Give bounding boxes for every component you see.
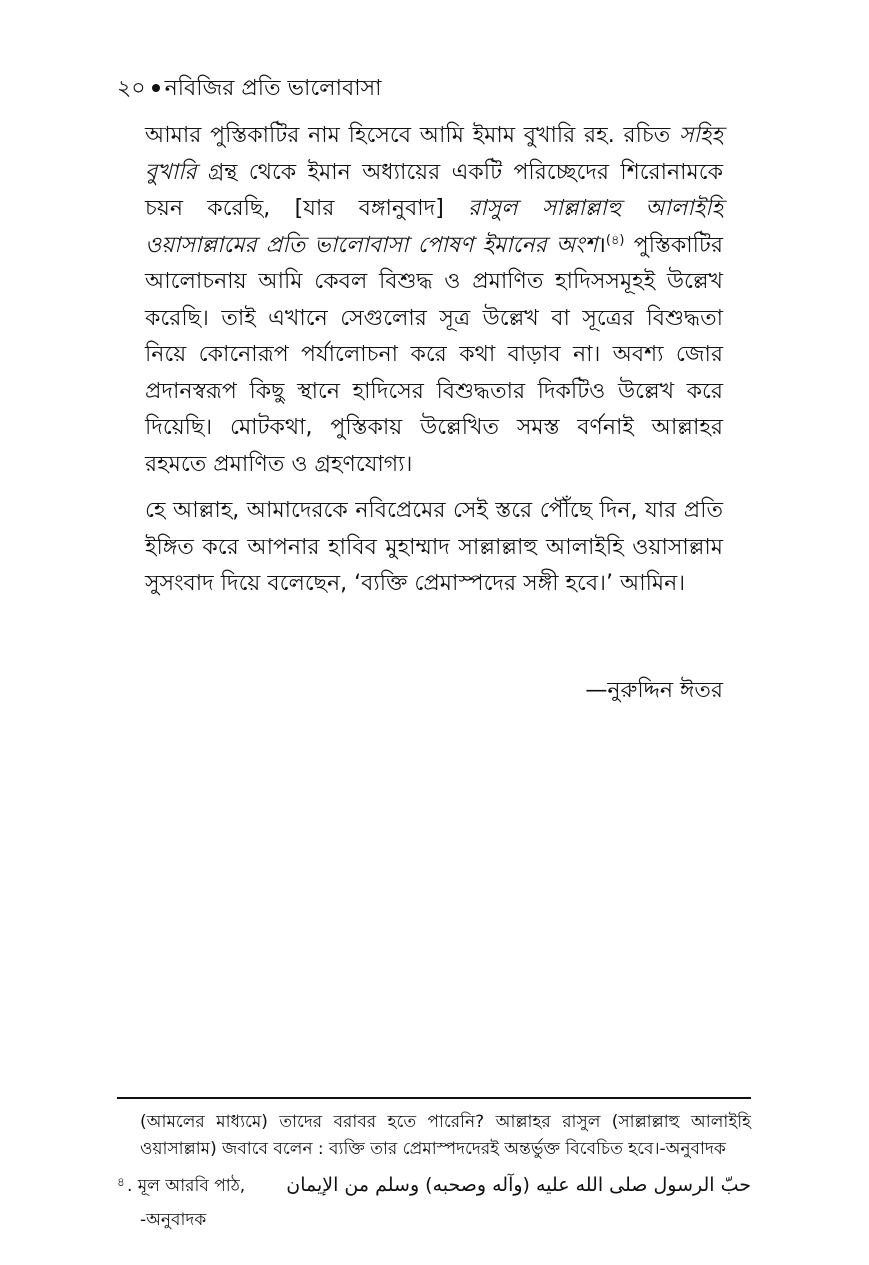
author-signature: —নুরুদ্দিন ঈতর (585, 678, 723, 703)
paragraph-2: হে আল্লাহ, আমাদেরকে নবিপ্রেমের সেই স্তরে পৌঁছে দিন, যার প্রতি ইঙ্গিত করে আপনার হাবিব মুহাম্মাদ সাল্লাল্লাহু আলাইহি ওয়াসাল্লাম সুসংবাদ দিয়ে বলেছেন, ‘ব্যক্তি প্রেমাস্পদের সঙ্গী হবে।’ আমিন। (145, 498, 723, 596)
running-header (117, 74, 382, 104)
footnote-continued: (আমলের মাধ্যমে) তাদের বরাবর হতে পারেনি? আল্লাহর রাসুল (সাল্লাল্লাহু আলাইহি ওয়াসাল্লাম) জবাবে বলেন : ব্যক্তি তার প্রেমাস্পদদেরই অন্তর্ভুক্ত বিবেচিত হবে।-অনুবাদক (140, 1112, 751, 1159)
p1-text-c: গ্রন্থ থেকে ইমান অধ্যায়ের একটি পরিচ্ছেদের শিরোনামকে চয়ন করেছি, [যার বঙ্গানুবাদ] (145, 159, 723, 221)
footnote-4-label: . মূল আরবি পাঠ, (127, 1176, 246, 1196)
p1-chapter-title-italic: রাসুল সাল্লাল্লাহু আলাইহি ওয়াসাল্লামের প্রতি ভালোবাসা পোষণ ইমানের অংশ (145, 196, 723, 258)
p1-text-a: আমার পুস্তিকাটির নাম হিসেবে আমি ইমাম বুখারি রহ. রচিত (145, 123, 680, 148)
paragraph-1 (145, 118, 723, 483)
main-body (145, 118, 723, 603)
bullet-separator (152, 84, 160, 92)
footnotes-section (117, 1109, 751, 1234)
footnote-4-arabic-text: حبّ الرسول صلى الله عليه (وآله وصحبه) وسلم من الإيمان (286, 1174, 751, 1196)
p1-book-title-italic: সহিহ বুখারি (145, 123, 723, 185)
footnote-reference-4[interactable]: (৪) (605, 232, 625, 248)
p1-text-e: । (597, 232, 606, 258)
footnote-4-marker: ৪ (117, 1175, 125, 1189)
footnote-divider (117, 1097, 751, 1099)
footnote-4 (117, 1173, 751, 1203)
page-number: ২০ (117, 76, 146, 101)
footnote-4-translator: -অনুবাদক (140, 1210, 207, 1230)
p1-text-f: পুস্তিকাটির আলোচনায় আমি কেবল বিশুদ্ধ ও প্রমাণিত হাদিসসমূহই উল্লেখ করেছি। তাই এখানে সেগুলোর সূত্র উল্লেখ বা সূত্রের বিশুদ্ধতা নিয়ে কোনোরূপ পর্যালোচনা করে কথা বাড়াব না। অবশ্য জোর প্রদানস্বরূপ কিছু স্থানে হাদিসের বিশুদ্ধতার দিকটিও উল্লেখ করে দিয়েছি। মোটকথা, পুস্তিকায় উল্লেখিত সমস্ত বর্ণনাই আল্লাহর রহমতে প্রমাণিত ও গ্রহণযোগ্য। (145, 232, 723, 477)
book-title: নবিজির প্রতি ভালোবাসা (164, 76, 382, 101)
